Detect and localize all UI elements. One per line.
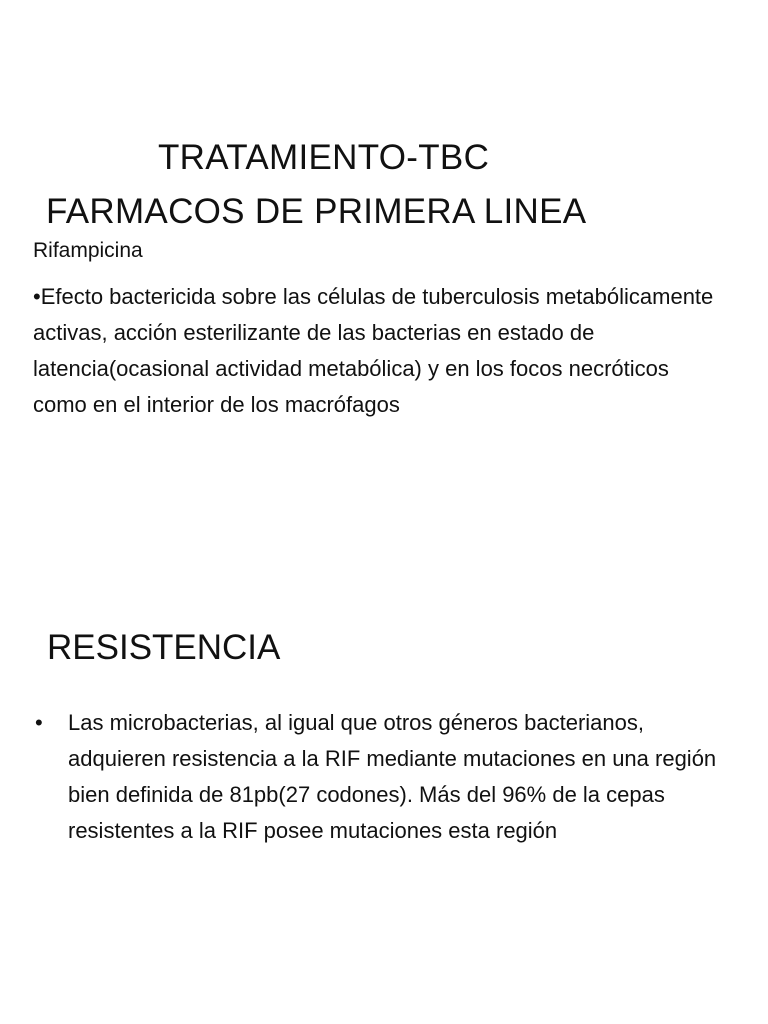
slide-resistencia: [0, 512, 768, 1024]
drug-name: Rifampicina: [33, 239, 143, 262]
list-item: [33, 705, 733, 849]
drug-description: •Efecto bactericida sobre las células de tuberculosis metabólicamente activas, acción esterilizante de las bacterias en estado de latencia(ocasional actividad metabólica) y en los focos necróticos como en el interior de los macrófagos: [33, 284, 714, 417]
slide-title-line-1: TRATAMIENTO-TBC: [158, 138, 490, 177]
bullet-text: Las microbacterias, al igual que otros géneros bacterianos, adquieren resistencia a la RIF mediante mutaciones en una región bien definida de 81pb(27 codones). Más del 96% de la cepas resistentes a la RIF posee mutaciones esta región: [68, 710, 717, 843]
bullet-marker: •: [35, 710, 43, 735]
slide-title-line-2: FARMACOS DE PRIMERA LINEA: [46, 192, 587, 231]
bullet-list: [33, 705, 733, 849]
section-heading: RESISTENCIA: [47, 628, 281, 667]
